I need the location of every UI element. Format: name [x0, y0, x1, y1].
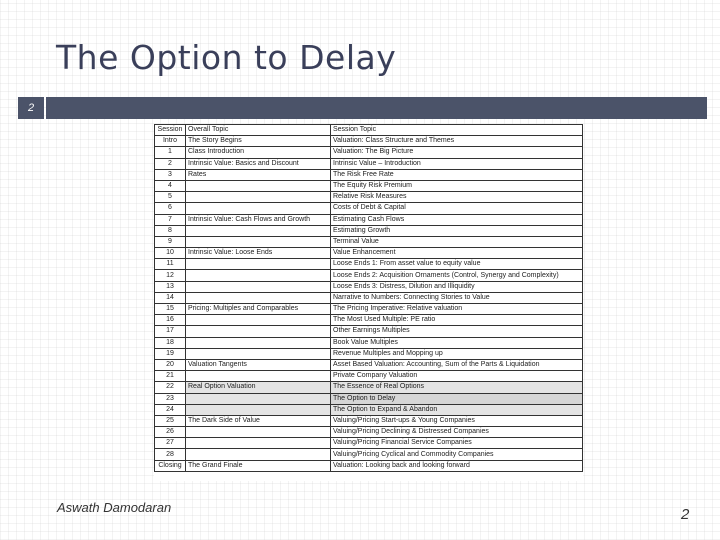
table-row	[155, 147, 583, 158]
table-cell: 2	[155, 158, 186, 169]
table-cell: The Option to Delay	[331, 393, 583, 404]
slide-number-badge: 2	[18, 97, 44, 119]
table-cell	[186, 427, 331, 438]
table-cell: Loose Ends 3: Distress, Dilution and Illiquidity	[331, 281, 583, 292]
table-cell	[186, 225, 331, 236]
table-row	[155, 382, 583, 393]
table-row	[155, 158, 583, 169]
table-cell: 15	[155, 304, 186, 315]
table-cell: Pricing: Multiples and Comparables	[186, 304, 331, 315]
table-row	[155, 192, 583, 203]
table-cell: 21	[155, 371, 186, 382]
table-row	[155, 248, 583, 259]
schedule-table-container	[154, 124, 583, 481]
table-cell: Valuation: Looking back and looking forward	[331, 460, 583, 471]
table-cell: 13	[155, 281, 186, 292]
table-row	[155, 203, 583, 214]
table-cell: The Essence of Real Options	[331, 382, 583, 393]
table-cell: The Dark Side of Value	[186, 415, 331, 426]
table-row	[155, 214, 583, 225]
table-cell	[186, 348, 331, 359]
table-cell: Estimating Growth	[331, 225, 583, 236]
table-cell: Valuing/Pricing Cyclical and Commodity Companies	[331, 449, 583, 460]
table-cell: 25	[155, 415, 186, 426]
table-row	[155, 225, 583, 236]
table-cell	[186, 203, 331, 214]
table-row	[155, 415, 583, 426]
table-row	[155, 180, 583, 191]
table-cell: Valuing/Pricing Start-ups & Young Companies	[331, 415, 583, 426]
table-cell: The Option to Expand & Abandon	[331, 404, 583, 415]
table-cell: Revenue Multiples and Mopping up	[331, 348, 583, 359]
table-cell: 16	[155, 315, 186, 326]
table-cell: 27	[155, 438, 186, 449]
author-name: Aswath Damodaran	[57, 500, 172, 515]
table-row	[155, 236, 583, 247]
table-cell	[186, 236, 331, 247]
table-cell: 4	[155, 180, 186, 191]
table-cell: 1	[155, 147, 186, 158]
table-cell: Valuation: The Big Picture	[331, 147, 583, 158]
table-cell: Other Earnings Multiples	[331, 326, 583, 337]
table-row	[155, 326, 583, 337]
table-cell: Class Introduction	[186, 147, 331, 158]
table-header-row	[155, 125, 583, 136]
slide-title: The Option to Delay	[56, 38, 397, 77]
table-cell: The Most Used Multiple: PE ratio	[331, 315, 583, 326]
table-cell: 11	[155, 259, 186, 270]
table-cell	[186, 270, 331, 281]
table-cell: Closing	[155, 460, 186, 471]
table-row	[155, 427, 583, 438]
table-row	[155, 304, 583, 315]
table-cell: Intrinsic Value – Introduction	[331, 158, 583, 169]
table-cell	[186, 337, 331, 348]
table-row	[155, 438, 583, 449]
table-cell: 24	[155, 404, 186, 415]
table-cell: 9	[155, 236, 186, 247]
table-cell	[186, 438, 331, 449]
table-cell: 20	[155, 359, 186, 370]
table-row	[155, 460, 583, 471]
table-row	[155, 337, 583, 348]
table-cell	[186, 371, 331, 382]
schedule-table	[154, 124, 583, 472]
table-cell: Book Value Multiples	[331, 337, 583, 348]
table-cell: Intrinsic Value: Basics and Discount	[186, 158, 331, 169]
table-cell: Valuing/Pricing Financial Service Companies	[331, 438, 583, 449]
table-cell	[186, 192, 331, 203]
table-row	[155, 136, 583, 147]
table-row	[155, 404, 583, 415]
table-cell: Intrinsic Value: Cash Flows and Growth	[186, 214, 331, 225]
table-cell: Intro	[155, 136, 186, 147]
header-bar	[46, 97, 707, 119]
table-header-cell: Session Topic	[331, 125, 583, 136]
table-cell	[186, 259, 331, 270]
table-cell: Terminal Value	[331, 236, 583, 247]
table-row	[155, 259, 583, 270]
table-cell	[186, 315, 331, 326]
table-cell: The Equity Risk Premium	[331, 180, 583, 191]
table-cell: 17	[155, 326, 186, 337]
table-row	[155, 393, 583, 404]
table-cell: Valuation: Class Structure and Themes	[331, 136, 583, 147]
table-cell: 12	[155, 270, 186, 281]
table-cell: 7	[155, 214, 186, 225]
table-cell: 6	[155, 203, 186, 214]
table-cell: Valuing/Pricing Declining & Distressed Companies	[331, 427, 583, 438]
table-cell	[186, 281, 331, 292]
table-cell: The Story Begins	[186, 136, 331, 147]
table-row	[155, 281, 583, 292]
table-row	[155, 315, 583, 326]
table-row	[155, 359, 583, 370]
table-row	[155, 449, 583, 460]
table-cell: Loose Ends 2: Acquisition Ornaments (Control, Synergy and Complexity)	[331, 270, 583, 281]
table-cell: 23	[155, 393, 186, 404]
table-cell: Real Option Valuation	[186, 382, 331, 393]
table-row	[155, 270, 583, 281]
table-cell: 26	[155, 427, 186, 438]
table-cell: Loose Ends 1: From asset value to equity value	[331, 259, 583, 270]
table-cell: 19	[155, 348, 186, 359]
table-cell: The Risk Free Rate	[331, 169, 583, 180]
table-cell: Narrative to Numbers: Connecting Stories to Value	[331, 292, 583, 303]
table-cell: Asset Based Valuation: Accounting, Sum of the Parts & Liquidation	[331, 359, 583, 370]
table-cell	[186, 180, 331, 191]
table-cell: Valuation Tangents	[186, 359, 331, 370]
table-cell: 5	[155, 192, 186, 203]
table-row	[155, 292, 583, 303]
table-cell	[186, 404, 331, 415]
table-cell: The Grand Finale	[186, 460, 331, 471]
table-cell	[186, 292, 331, 303]
table-row	[155, 371, 583, 382]
table-cell: Rates	[186, 169, 331, 180]
table-header-cell: Session	[155, 125, 186, 136]
table-cell: Costs of Debt & Capital	[331, 203, 583, 214]
table-cell: 28	[155, 449, 186, 460]
table-cell: Value Enhancement	[331, 248, 583, 259]
table-cell	[186, 449, 331, 460]
table-cell: 10	[155, 248, 186, 259]
table-cell: 3	[155, 169, 186, 180]
table-header-cell: Overall Topic	[186, 125, 331, 136]
table-cell	[186, 393, 331, 404]
table-cell	[186, 326, 331, 337]
table-cell: Relative Risk Measures	[331, 192, 583, 203]
table-row	[155, 348, 583, 359]
table-cell: 8	[155, 225, 186, 236]
page-number: 2	[681, 506, 690, 523]
table-cell: Intrinsic Value: Loose Ends	[186, 248, 331, 259]
table-cell: Private Company Valuation	[331, 371, 583, 382]
table-cell: 18	[155, 337, 186, 348]
table-cell: 22	[155, 382, 186, 393]
table-row	[155, 169, 583, 180]
table-cell: The Pricing Imperative: Relative valuation	[331, 304, 583, 315]
table-cell: Estimating Cash Flows	[331, 214, 583, 225]
table-cell: 14	[155, 292, 186, 303]
